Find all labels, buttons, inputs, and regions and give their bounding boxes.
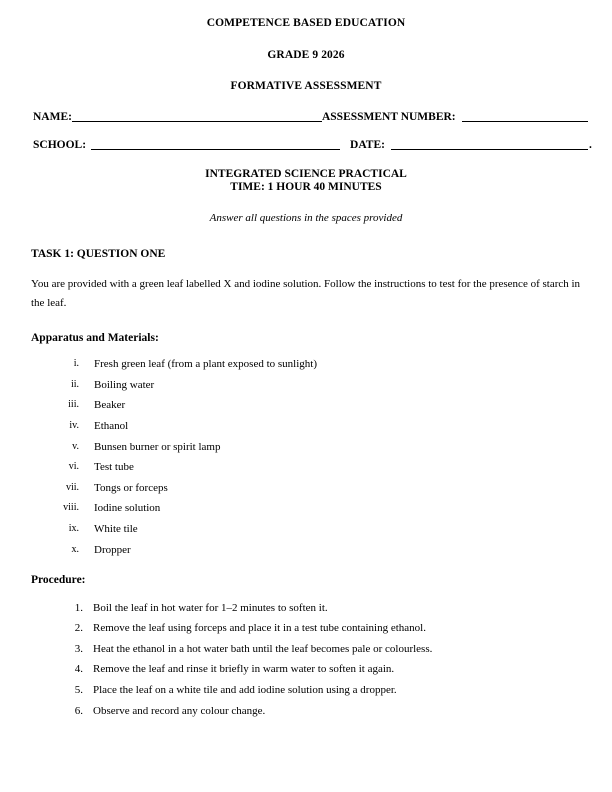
subject-heading-block xyxy=(0,168,612,195)
list-item xyxy=(31,545,583,556)
date-input-line[interactable] xyxy=(391,138,588,150)
assessment-number-label: ASSESSMENT NUMBER: xyxy=(321,111,456,124)
list-item-text: Boil the leaf in hot water for 1–2 minutes to soften it. xyxy=(93,601,328,614)
list-item xyxy=(31,380,583,391)
list-marker: iv. xyxy=(69,420,79,431)
list-item xyxy=(31,524,583,535)
name-label: NAME: xyxy=(33,111,72,124)
list-item-text: White tile xyxy=(94,522,138,535)
list-item xyxy=(31,359,583,370)
list-item xyxy=(31,685,583,696)
list-marker: vi. xyxy=(68,461,79,473)
list-item xyxy=(31,603,583,614)
school-date-row xyxy=(33,138,592,152)
name-assessment-row xyxy=(33,110,581,124)
paper-title: INTEGRATED SCIENCE PRACTICAL xyxy=(205,167,407,180)
list-marker: 6. xyxy=(74,704,83,717)
procedure-list xyxy=(31,603,583,717)
list-marker: x. xyxy=(71,543,79,555)
list-marker: v. xyxy=(72,440,79,452)
list-item xyxy=(31,483,583,494)
list-marker: iii. xyxy=(68,399,79,411)
date-label: DATE: xyxy=(350,139,385,152)
list-item xyxy=(31,400,583,411)
list-item-text: Dropper xyxy=(94,543,131,556)
document-header xyxy=(0,0,612,93)
task-intro-paragraph: You are provided with a green leaf labelled X and iodine solution. Follow the instructions to test for the presence of starch in the leaf. xyxy=(31,277,581,310)
candidate-identification-block xyxy=(0,110,612,152)
list-marker: 5. xyxy=(74,683,83,696)
list-item xyxy=(31,623,583,634)
list-item xyxy=(31,503,583,514)
list-item-text: Iodine solution xyxy=(94,502,161,515)
list-item-text: Test tube xyxy=(94,461,134,474)
list-item-text: Tongs or forceps xyxy=(94,481,168,494)
general-instruction: Answer all questions in the spaces provided xyxy=(209,211,403,224)
school-label: SCHOOL: xyxy=(33,139,87,152)
list-item xyxy=(31,462,583,473)
list-item-text: Heat the ethanol in a hot water bath until the leaf becomes pale or colourless. xyxy=(93,642,433,655)
list-marker: viii. xyxy=(63,502,79,514)
list-item-text: Ethanol xyxy=(94,420,129,432)
list-marker: ii. xyxy=(70,378,79,390)
apparatus-heading: Apparatus and Materials: xyxy=(31,332,159,345)
school-input-line[interactable] xyxy=(91,138,340,150)
list-item-text: Fresh green leaf (from a plant exposed to sunlight) xyxy=(94,358,317,371)
assessment-number-input-line[interactable] xyxy=(462,110,588,122)
list-item xyxy=(31,421,583,432)
list-item-text: Remove the leaf and rinse it briefly in warm water to soften it again. xyxy=(93,663,395,676)
list-marker: ix. xyxy=(68,522,79,534)
header-title-grade: GRADE 9 2026 xyxy=(267,48,345,61)
list-item xyxy=(31,706,583,717)
list-item xyxy=(31,664,583,675)
task-heading: TASK 1: QUESTION ONE xyxy=(31,247,166,260)
time-allowed: TIME: 1 HOUR 40 MINUTES xyxy=(230,181,382,194)
list-marker: 2. xyxy=(74,622,83,635)
list-item xyxy=(31,644,583,655)
trailing-period: . xyxy=(588,139,592,152)
list-item-text: Remove the leaf using forceps and place it in a test tube containing ethanol. xyxy=(93,622,426,635)
list-item-text: Place the leaf on a white tile and add iodine solution using a dropper. xyxy=(93,683,397,696)
apparatus-list xyxy=(31,359,583,555)
list-marker: vii. xyxy=(65,481,79,493)
list-marker: i. xyxy=(73,358,79,370)
name-input-line[interactable] xyxy=(72,110,322,122)
list-item-text: Beaker xyxy=(94,399,126,412)
list-marker: 4. xyxy=(74,663,83,676)
list-item-text: Observe and record any colour change. xyxy=(93,704,266,717)
list-item-text: Bunsen burner or spirit lamp xyxy=(94,440,221,453)
document-body xyxy=(0,248,612,717)
list-marker: 1. xyxy=(74,601,83,614)
list-item xyxy=(31,442,583,453)
header-title-organisation: COMPETENCE BASED EDUCATION xyxy=(206,17,406,29)
header-title-assessment-type: FORMATIVE ASSESSMENT xyxy=(230,80,382,92)
list-item-text: Boiling water xyxy=(94,378,155,391)
procedure-heading: Procedure: xyxy=(31,573,86,586)
list-marker: 3. xyxy=(74,642,83,655)
